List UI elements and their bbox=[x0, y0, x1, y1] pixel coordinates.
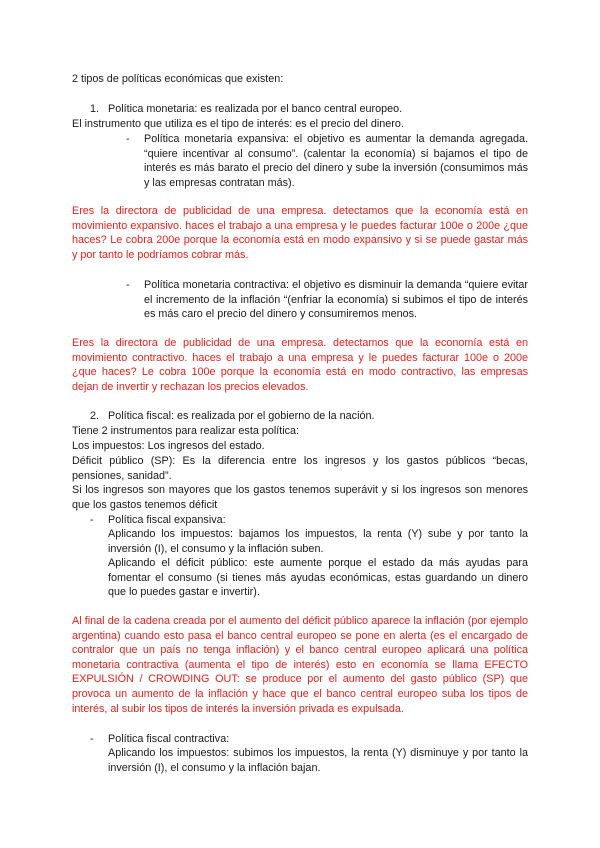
deficit-line: Déficit público (SP): Es la diferencia entre los ingresos y los gastos públicos “becas, pensiones, sanidad”. bbox=[72, 455, 528, 482]
item-monetary-policy: Política monetaria: es realizada por el banco central europeo. bbox=[108, 103, 403, 115]
dash-bullet: - bbox=[126, 133, 130, 145]
fiscal-expansive-title: Política fiscal expansiva: bbox=[108, 514, 226, 526]
red-note-expansive: Eres la directora de publicidad de una empresa. detectamos que la economía está en movimiento expansivo. haces el trabajo a una empresa y le puedes facturar 100e o 200e ¿que haces? Le cobra 200e porque la economía está en modo expansivo y si se puede gastar más y por tanto le podríamos cobrar más. bbox=[72, 205, 528, 261]
doc-title: 2 tipos de políticas económicas que existen: bbox=[72, 73, 284, 85]
dash-bullet: - bbox=[126, 279, 130, 291]
dash-bullet: - bbox=[90, 733, 94, 745]
list-number-2: 2. bbox=[90, 410, 100, 422]
fiscal-expansive-taxes: Aplicando los impuestos: bajamos los impuestos, la renta (Y) sube y por tanto la inversión (I), el consumo y la inflación suben. bbox=[108, 528, 528, 555]
instrument-line: El instrumento que utiliza es el tipo de interés: es el precio del dinero. bbox=[72, 118, 404, 130]
monetary-contractive: Política monetaria contractiva: el objetivo es disminuir la demanda “quiere evitar el incremento de la inflación “(enfriar la economía) si subimos el tipo de interés es más caro el precio del dinero y consumiremos menos. bbox=[144, 279, 528, 321]
list-number-1: 1. bbox=[90, 103, 100, 115]
taxes-line: Los impuestos: Los ingresos del estado. bbox=[72, 440, 265, 452]
fiscal-expansive-deficit: Aplicando el déficit público: este aumente porque el estado da más ayudas para fomentar el consumo (si tienes más ayudas económicas, estas guardando un dinero que lo puedes gastar e invertir). bbox=[108, 557, 528, 599]
item-fiscal-policy: Política fiscal: es realizada por el gobierno de la nación. bbox=[108, 410, 375, 422]
two-instruments: Tiene 2 instrumentos para realizar esta política: bbox=[72, 425, 300, 437]
dash-bullet: - bbox=[90, 514, 94, 526]
red-note-contractive: Eres la directora de publicidad de una empresa. detectamos que la economía está en movimiento contractivo. haces el trabajo a una empresa y le puedes facturar 100e o 200e ¿que haces? Le cobra 100e porque la economía está en modo contractivo, las empresas dejan de invertir y rechazan los precios elevados. bbox=[72, 337, 528, 393]
red-note-crowding-out: Al final de la cadena creada por el aumento del déficit público aparece la inflación (por ejemplo argentina) cuando esto pasa el banco central europeo se pone en alerta (es el encargado de contralor que un país no tenga inflación) y el banco central europeo aplicará una política monetaria contractiva (aumenta el tipo de interés) esto en economía se llama EFECTO EXPULSIÓN / CROWDING OUT: se produce por el aumento del gasto público (SP) que provoca un aumento de la inflación y hace que el banco central europeo suba los tipos de interés, al subir los tipos de interés la inversión privada es expulsada. bbox=[72, 615, 528, 715]
fiscal-contractive-title: Política fiscal contractiva: bbox=[108, 733, 230, 745]
fiscal-contractive-taxes: Aplicando los impuestos: subimos los impuestos, la renta (Y) disminuye y por tanto la inversión (I), el consumo y la inflación bajan. bbox=[108, 747, 528, 774]
monetary-expansive: Política monetaria expansiva: el objetivo es aumentar la demanda agregada. “quiere incentivar al consumo”. (calentar la economía) si bajamos el tipo de interés es más barato el precio del dinero y sube la inversión (consumimos más y las empresas contratan más). bbox=[144, 133, 528, 189]
surplus-line: Si los ingresos son mayores que los gastos tenemos superávit y si los ingresos son menores que los gastos tenemos déficit bbox=[72, 484, 528, 511]
